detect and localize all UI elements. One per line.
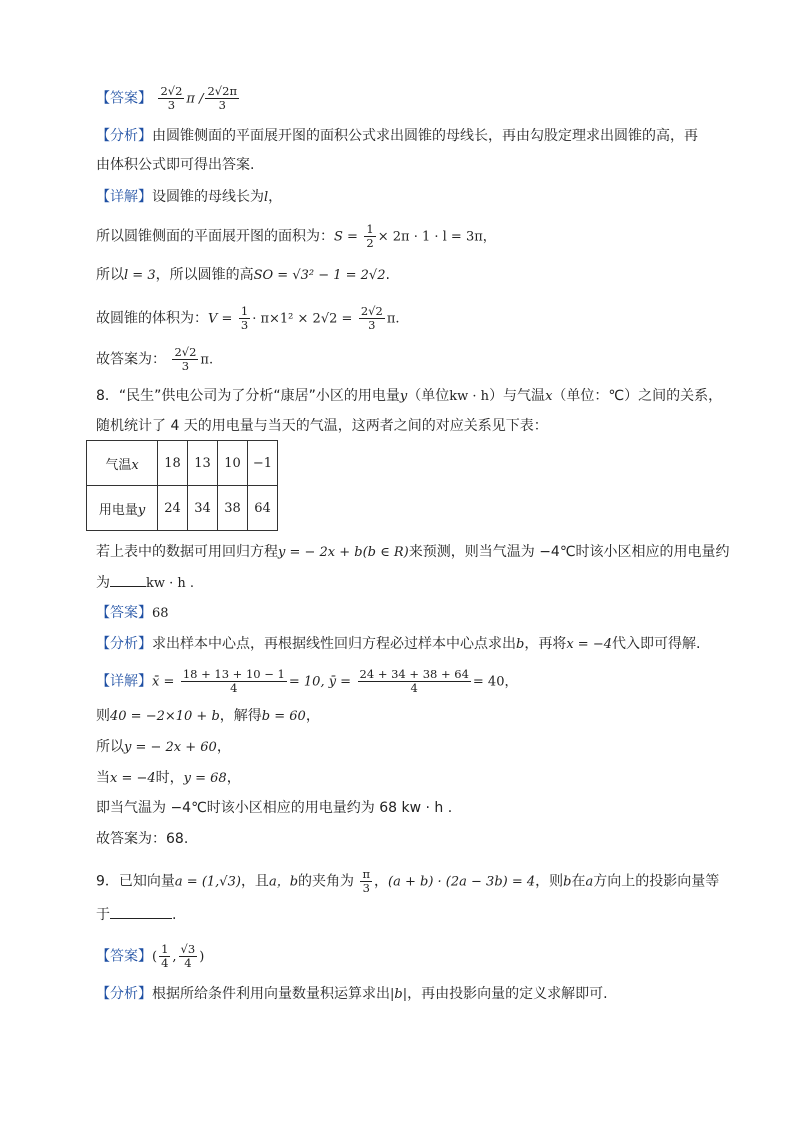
question-9-blank-line: 于 . [96,904,176,925]
table-row [87,486,278,531]
fraction: $\frac{2√2\pi}{3}$ [207,84,238,112]
detail-area-line: 所以圆锥侧面的平面展开图的面积为：S = $\frac{1}{2}$ × 2π · 1 · l = 3π， [96,222,496,250]
detail-line-q8-2: 则40 = −2×10 + b，解得b = 60， [96,708,320,724]
fraction: $\frac{\pi}{3}$ [362,867,371,895]
table-cell: 24 [158,486,188,531]
data-table [86,440,278,531]
analysis-tag: 【分析】 [96,986,152,1002]
analysis-line-q9: 【分析】根据所给条件利用向量数量积运算求出|b|，再由投影向量的定义求解即可. [96,986,608,1002]
detail-line-q8-5: 即当气温为 −4℃时该小区相应的用电量约为 68 kw · h . [96,800,453,816]
detail-tag: 【详解】 [96,673,152,690]
answer-line-q8: 【答案】68 [96,605,169,621]
answer-tag: 【答案】 [96,948,152,965]
analysis-line-q7-cont: 由体积公式即可得出答案. [96,157,255,173]
detail-conclusion-line: 故答案为： $\frac{2√2}{3}$ π. [96,345,214,373]
table-header-cell: 用电量y [87,486,158,531]
table-cell: 64 [248,486,278,531]
detail-line-q8-4: 当x = −4时，y = 68， [96,770,241,786]
detail-volume-line: 故圆锥的体积为：V = $\frac{1}{3}$ · π×1² × 2√2 = $\frac{2√2}{3}$ π. [96,304,400,332]
fraction: $\frac{18 + 13 + 10 - 1}{4}$ [182,667,285,695]
fraction: $\frac{2√2}{3}$ [160,84,183,112]
detail-tag: 【详解】 [96,189,152,205]
analysis-text: 由圆锥侧面的平面展开图的面积公式求出圆锥的母线长，再由勾股定理求出圆锥的高，再 [152,128,698,144]
fraction: $\frac{1}{3}$ [240,304,249,332]
answer-tag: 【答案】 [96,605,152,621]
fraction: $\frac{1}{2}$ [366,222,374,250]
analysis-tag: 【分析】 [96,636,152,652]
table-cell: −1 [248,441,278,486]
answer-line-q7: 【答案】 $\frac{2√2}{3}$ π / $\frac{2√2\pi}{3}$ [96,84,238,112]
table-row [87,441,278,486]
detail-line-q7: 【详解】设圆锥的母线长为l， [96,189,283,205]
table-cell: 18 [158,441,188,486]
table-cell: 13 [188,441,218,486]
answer-tag: 【答案】 [96,90,152,107]
fraction: $\frac{2√2}{3}$ [360,304,383,332]
answer-line-q9: 【答案】( $\frac{1}{4}$ , $\frac{√3}{4}$ ) [96,942,205,970]
detail-line-q8: 【详解】x̄ = $\frac{18 + 13 + 10 - 1}{4}$ = 10, ȳ = $\frac{24 + 34 + 38 + 64}{4}$ = 40， [96,667,518,695]
question-9: 9．已知向量a = (1,√3)，且a，b的夹角为 $\frac{\pi}{3}$ ，(a + b) · (2a − 3b) = 4，则b在a方向上的投影向量等 [96,867,720,895]
table-cell: 10 [218,441,248,486]
fraction: $\frac{2√2}{3}$ [174,345,197,373]
table-cell: 34 [188,486,218,531]
detail-line-q8-3: 所以y = − 2x + 60， [96,739,231,755]
detail-line-q8-6: 故答案为：68. [96,831,189,847]
answer-blank [110,572,146,587]
fraction: $\frac{24 + 34 + 38 + 64}{4}$ [359,667,469,695]
analysis-line-q7 [96,126,698,146]
fraction: $\frac{1}{4}$ [161,942,169,970]
detail-height-line: 所以l = 3，所以圆锥的高SO = √3² − 1 = 2√2. [96,267,390,283]
table-cell: 38 [218,486,248,531]
fraction: $\frac{√3}{4}$ [180,942,196,970]
analysis-line-q8: 【分析】求出样本中心点，再根据线性回归方程必过样本中心点求出b，再将x = −4代入即可得解. [96,636,701,652]
question-8: 8．“民生”供电公司为了分析“康居”小区的用电量y（单位kw · h）与气温x（单位：℃）之间的关系， [96,388,723,404]
question-8-cont: 随机统计了 4 天的用电量与当天的气温，这两者之间的对应关系见下表： [96,418,548,434]
analysis-tag: 【分析】 [96,128,152,144]
question-8-blank-line: 为 kw · h . [96,572,194,594]
question-8-regression: 若上表中的数据可用回归方程y = − 2x + b(b ∈ R)来预测，则当气温为 −4℃时该小区相应的用电量约 [96,544,730,560]
answer-blank [110,904,172,919]
table-header-cell: 气温x [87,441,158,486]
